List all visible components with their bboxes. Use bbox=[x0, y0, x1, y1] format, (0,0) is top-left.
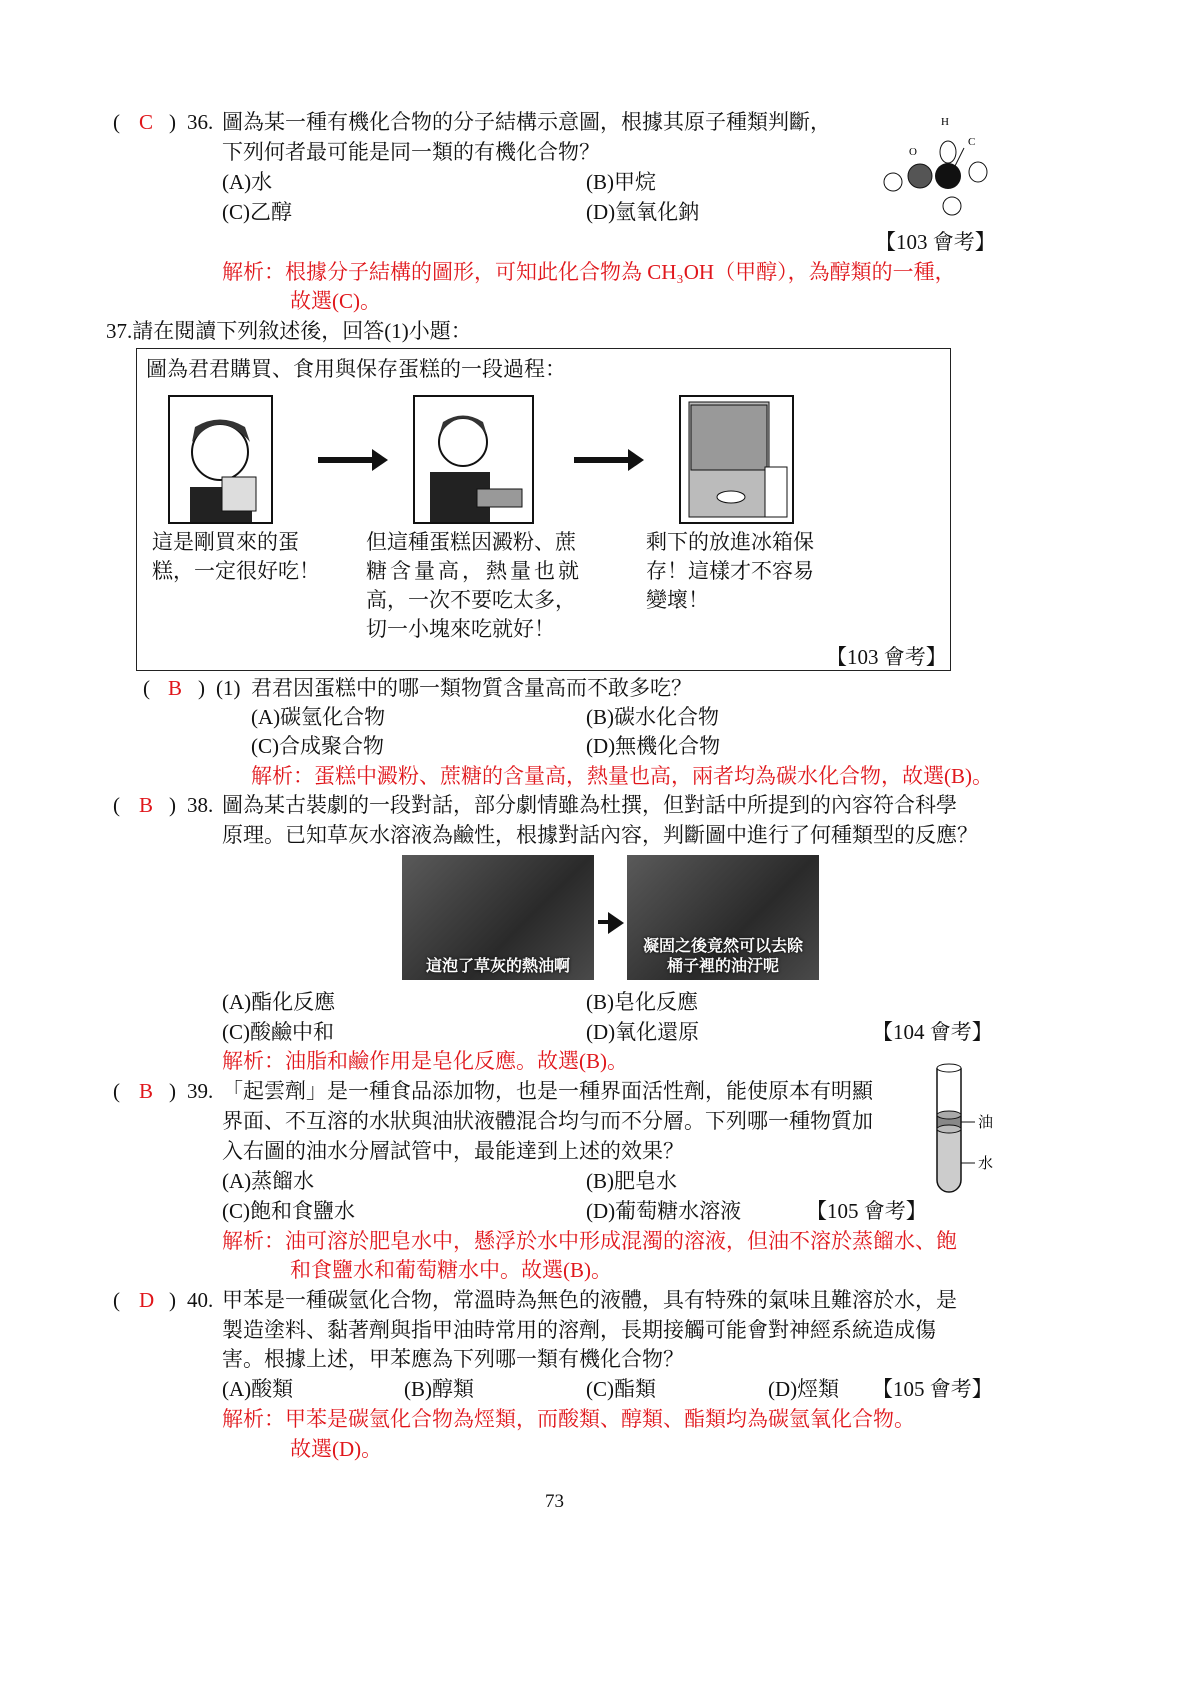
option-d: (D)葡萄糖水溶液 bbox=[586, 1199, 742, 1223]
question-number: (1) bbox=[216, 676, 241, 700]
analysis: 故選(C)。 bbox=[290, 289, 381, 313]
option-b: (B)皂化反應 bbox=[586, 990, 698, 1014]
atom-label-o: O bbox=[909, 146, 917, 158]
caption-line: 但這種蛋糕因澱粉、蔗 bbox=[366, 530, 576, 554]
option-c: (C)乙醇 bbox=[222, 200, 292, 224]
arrow-icon bbox=[318, 457, 374, 463]
water-label: 水 bbox=[978, 1156, 994, 1172]
exam-source: 【105 會考】 bbox=[872, 1377, 993, 1401]
caption-line: 凝固之後竟然可以去除 bbox=[642, 936, 803, 955]
question-text: 圖為某古裝劇的一段對話，部分劇情雖為杜撰，但對話中所提到的內容符合科學 bbox=[222, 793, 957, 817]
exam-source: 【105 會考】 bbox=[806, 1199, 927, 1223]
paren-close: ) bbox=[169, 793, 176, 817]
question-text: 害。根據上述，甲苯應為下列哪一類有機化合物？ bbox=[222, 1347, 684, 1371]
paren-open: ( bbox=[113, 1288, 120, 1312]
drama-photo-2 bbox=[627, 855, 819, 980]
option-a: (A)酯化反應 bbox=[222, 990, 336, 1014]
option-a: (A)碳氫化合物 bbox=[251, 705, 386, 729]
exam-source: 【103 會考】 bbox=[826, 645, 947, 669]
question-text: 甲苯是一種碳氫化合物，常溫時為無色的液體，具有特殊的氣味且難溶於水，是 bbox=[222, 1288, 957, 1312]
photo-caption bbox=[627, 936, 819, 976]
oil-label: 油 bbox=[978, 1115, 994, 1131]
caption-line: 糖含量高，熱量也就 bbox=[366, 559, 582, 583]
answer: C bbox=[139, 110, 154, 134]
paren-open: ( bbox=[143, 676, 150, 700]
question-text: 「起雲劑」是一種食品添加物，也是一種界面活性劑，能使原本有明顯 bbox=[222, 1079, 873, 1103]
answer: B bbox=[139, 793, 154, 817]
option-b: (B)甲烷 bbox=[586, 170, 656, 194]
answer: B bbox=[139, 1079, 154, 1103]
caption-line: 這是剛買來的蛋 bbox=[152, 530, 299, 554]
question-text: 下列何者最可能是同一類的有機化合物？ bbox=[222, 140, 600, 164]
question-text: 圖為某一種有機化合物的分子結構示意圖，根據其原子種類判斷， bbox=[222, 110, 831, 134]
caption-line: 存！這樣才不容易 bbox=[646, 559, 814, 583]
question-text: 君君因蛋糕中的哪一類物質含量高而不敢多吃？ bbox=[251, 676, 692, 700]
answer: D bbox=[139, 1288, 155, 1312]
paren-close: ) bbox=[169, 1079, 176, 1103]
paren-open: ( bbox=[113, 110, 120, 134]
question-number: 36. bbox=[187, 110, 214, 134]
story-title: 圖為君君購買、食用與保存蛋糕的一段過程： bbox=[146, 357, 566, 381]
option-c: (C)酯類 bbox=[586, 1377, 656, 1401]
drama-photo-1 bbox=[402, 855, 594, 980]
caption-line: 變壞！ bbox=[646, 588, 709, 612]
paren-open: ( bbox=[113, 1079, 120, 1103]
paren-open: ( bbox=[113, 793, 120, 817]
paren-close: ) bbox=[169, 110, 176, 134]
analysis: 解析：根據分子結構的圖形，可知此化合物為 CH₃OH（甲醇），為醇類的一種， bbox=[222, 260, 956, 284]
question-number: 39. bbox=[187, 1079, 214, 1103]
question-text: 界面、不互溶的水狀與油狀液體混合均勻而不分層。下列哪一種物質加 bbox=[222, 1109, 873, 1133]
analysis: 解析：甲苯是碳氫化合物為烴類，而酸類、醇類、酯類均為碳氫氧化合物。 bbox=[222, 1407, 915, 1431]
analysis: 解析：油脂和鹼作用是皂化反應。故選(B)。 bbox=[222, 1049, 628, 1073]
cartoon-boy-with-cake bbox=[168, 395, 273, 524]
option-d: (D)無機化合物 bbox=[586, 734, 721, 758]
question-text: 製造塗料、黏著劑與指甲油時常用的溶劑，長期接觸可能會對神經系統造成傷 bbox=[222, 1318, 936, 1342]
question-number: 40. bbox=[187, 1288, 214, 1312]
analysis: 解析：蛋糕中澱粉、蔗糖的含量高，熱量也高，兩者均為碳水化合物，故選(B)。 bbox=[251, 764, 993, 788]
paren-close: ) bbox=[198, 676, 205, 700]
option-b: (B)碳水化合物 bbox=[586, 705, 719, 729]
question-text: 原理。已知草灰水溶液為鹼性，根據對話內容，判斷圖中進行了何種類型的反應？ bbox=[222, 823, 978, 847]
option-a: (A)酸類 bbox=[222, 1377, 294, 1401]
atom-label-h: H bbox=[941, 116, 949, 128]
question-number: 38. bbox=[187, 793, 214, 817]
option-a: (A)蒸餾水 bbox=[222, 1169, 315, 1193]
analysis: 故選(D)。 bbox=[290, 1437, 383, 1461]
arrow-icon bbox=[598, 920, 610, 924]
molecule-diagram bbox=[878, 110, 993, 220]
caption-line: 高，一次不要吃太多， bbox=[366, 588, 576, 612]
answer: B bbox=[168, 676, 183, 700]
option-a: (A)水 bbox=[222, 170, 273, 194]
option-c: (C)飽和食鹽水 bbox=[222, 1199, 355, 1223]
photo-caption: 這泡了草灰的熱油啊 bbox=[425, 956, 570, 975]
paren-close: ) bbox=[169, 1288, 176, 1312]
caption-line: 糕，一定很好吃！ bbox=[152, 559, 320, 583]
cartoon-refrigerator bbox=[679, 395, 794, 524]
option-c: (C)合成聚合物 bbox=[251, 734, 384, 758]
page-number: 73 bbox=[545, 1491, 564, 1512]
option-d: (D)烴類 bbox=[768, 1377, 840, 1401]
question-text: 入右圖的油水分層試管中，最能達到上述的效果？ bbox=[222, 1139, 684, 1163]
analysis: 和食鹽水和葡萄糖水中。故選(B)。 bbox=[290, 1258, 612, 1282]
option-d: (D)氫氧化鈉 bbox=[586, 200, 700, 224]
exam-source: 【103 會考】 bbox=[875, 230, 996, 254]
arrow-icon bbox=[574, 457, 630, 463]
option-b: (B)肥皂水 bbox=[586, 1169, 677, 1193]
exam-source: 【104 會考】 bbox=[872, 1020, 993, 1044]
caption-line: 切一小塊來吃就好！ bbox=[366, 617, 555, 641]
analysis: 解析：油可溶於肥皂水中，懸浮於水中形成混濁的溶液，但油不溶於蒸餾水、飽 bbox=[222, 1229, 957, 1253]
option-d: (D)氧化還原 bbox=[586, 1020, 700, 1044]
atom-label-c: C bbox=[968, 136, 976, 148]
caption-line: 桶子裡的油汙呢 bbox=[666, 956, 779, 975]
test-tube-diagram bbox=[930, 1060, 1000, 1200]
caption-line: 剩下的放進冰箱保 bbox=[646, 530, 814, 554]
cartoon-boy-cutting-cake bbox=[413, 395, 534, 524]
question-37-intro: 37.請在閱讀下列敘述後，回答(1)小題： bbox=[106, 319, 472, 343]
option-c: (C)酸鹼中和 bbox=[222, 1020, 334, 1044]
option-b: (B)醇類 bbox=[404, 1377, 474, 1401]
